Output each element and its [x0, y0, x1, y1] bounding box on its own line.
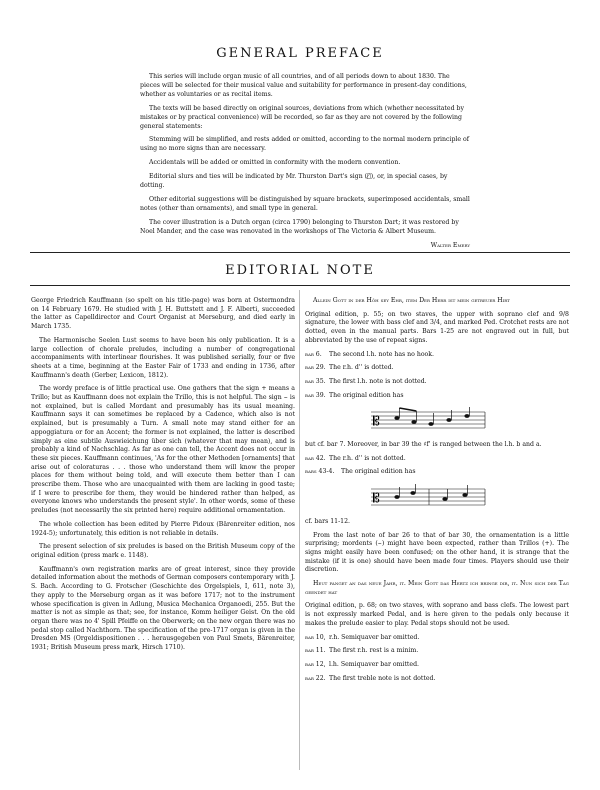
bar-note: [305, 455, 569, 464]
bar-label: bar 35.: [305, 377, 326, 385]
editorial-paragraph: The Harmonische Seelen Lust seems to have been his only publication. It is a large collection of chorale preludes, including a number of congregational accompaniments with interlinear flourishes. It was published serially, four or five sheets at a time, beginning at the Easter Fair of 1733 and ending in 1736, after Kauffmann's death (Gerber, Lexicon, 1812).: [31, 336, 295, 379]
general-preface-body: [140, 73, 470, 251]
editorial-right-column: [305, 297, 569, 688]
editorial-paragraph: George Friedrich Kauffmann (so spelt on his title-page) was born at Ostermondra on 14 February 1679. He studied with J. H. Buttstett and J. F. Alberti, succeeded the latter as Capelldirector and Court Organist at Merseburg, and died early in March 1735.: [31, 297, 295, 331]
preface-paragraph: Accidentals will be added or omitted in conformity with the modern convention.: [149, 159, 401, 167]
bar-note: [305, 392, 569, 401]
bar-label: bar 29.: [305, 364, 326, 372]
bar-text: l.h. Semiquaver bar omitted.: [328, 660, 420, 668]
bar-label: bar 39.: [305, 391, 326, 399]
bar-text: The original edition has: [340, 468, 416, 476]
svg-text:𝄡: 𝄡: [373, 491, 380, 506]
bar-39-comment: but cf. bar 7. Moreover, in bar 39 the ♯f' is ranged between the l.h. b and a.: [305, 441, 542, 449]
bar-label: bar 12,: [305, 660, 326, 668]
bar-note: [305, 647, 569, 656]
bar-note: [305, 634, 569, 643]
bars-43-4-comment: cf. bars 11-12.: [305, 517, 351, 525]
editorial-left-column: [31, 297, 295, 658]
bar-text: The original edition has: [328, 391, 404, 399]
preface-signature: Walter Emery: [430, 241, 470, 249]
bar-text: The r.h. d'' is dotted.: [328, 364, 394, 372]
preface-paragraph: Other editorial suggestions will be distinguished by square brackets, superimposed accidentals, small notes (other than ornaments), and small type in general.: [140, 195, 470, 212]
preface-paragraph: The cover illustration is a Dutch organ (circa 1790) belonging to Thurston Dart; it was restored by Noel Mander, and the case was renovated in the workshops of The Victoria & Albert Museum.: [140, 218, 459, 235]
section-divider: [30, 252, 570, 253]
editorial-paragraph: The wordy preface is of little practical use. One gathers that the sign + means a Trillo; but as Kauffmann does not explain the Trillo, this is not helpful. The sign ⌣ is not explained, but is called Mordant and presumably has its usual meaning. Kauffmann says it can sometimes be replaced by a Cadence, which also is not explained, but is presumably a Turn. A small note may stand either for an appoggiatura or for an Accent; the former is not explained, the latter is described simply as eine subtile Auswieichung über sich (whatever that may mean), and is probably a kind of Nachschlag. As far as one can tell, the Accent does not occur in these six pieces. Kauffmann continues, 'As for the other Methoden [ornaments] that arise out of coloraturas . . . those who understand them will know the proper places for them without being told, and will execute them better than I can prescribe them. Those who are unacquainted with them are lacking in good taste; if I were to prescribe for them, they would be hindered rather than helped, as everyone knows who understands the present style'. In other words, some of these preludes (not necessarily the six printed here) require additional ornamentation.: [31, 385, 295, 515]
bar-note: [305, 675, 569, 684]
preface-paragraph: The texts will be based directly on original sources, deviations from which (whether necessitated by mistakes or by practical convenience) will be recorded, so far as they are not covered by the following general statements:: [140, 104, 464, 130]
bar-note: [305, 468, 569, 477]
editorial-note-title: EDITORIAL NOTE: [225, 263, 375, 278]
bar-note: [305, 661, 569, 670]
bar-label: bar 22.: [305, 674, 326, 682]
preface-paragraph: Stemming will be simplified, and rests added or omitted, according to the normal modern principle of using no more signs than are necessary.: [140, 136, 470, 153]
chorale-intro: Original edition, p. 55; on two staves, the upper with soprano clef and 9/8 signature, the lower with bass clef and 3/4, and marked Ped. Crotchet rests are not dotted, even in the manual parts. Bars 1-25 are not engraved out in full, but abbreviated by the use of repeat signs.: [305, 310, 569, 344]
bar-label: bar 10,: [305, 633, 326, 641]
bar-label: bar 6.: [305, 350, 322, 358]
preface-paragraph: Editorial slurs and ties will be indicated by Mr. Thurston Dart's sign (⌒̸), or, in special cases, by dotting.: [140, 173, 448, 190]
preface-paragraph: This series will include organ music of all countries, and of all periods down to about 1830. The pieces will be selected for their musical value and suitability for performance in present-day conditions, whether as voluntaries or as recital items.: [140, 73, 467, 98]
chorale-intro: Original edition, p. 68; on two staves, with soprano and bass clefs. The lowest part is not expressly marked Pedal, and is here given to the pedals only because it makes the prelude easier to play. Pedal stops should not be used.: [305, 602, 569, 627]
bar-text: The first r.h. rest is a minim.: [328, 647, 419, 655]
chorale-heading: Heut fanget an das neue Jahr, it. Mein Gott das Hertz ich bringe dir, it. Nun sich der Tag geendet hat: [305, 580, 569, 596]
bar-text: The second l.h. note has no hook.: [328, 350, 434, 358]
editorial-paragraph: Kauffmann's own registration marks are of great interest, since they provide detailed information about the methods of German composers contemporary with J. S. Bach. According to G. Frotscher (Geschichte des Orgelspiels, I, 611, note 3), they apply to the Merseburg organ as it was before 1717; not to the instrument whose specification is given in Adlung, Musica Mechanica Organoedi, 255. But the matter is not as simple as that; see, for instance, Komm heiliger Geist. On the old organ there was no 4' Spill Pfeiffe on the Oberwerk; on the new organ there was no pedal stop called Nachthorn. The specification of the pre-1717 organ is given in the Dresden MS (Orgeldispositionen . . . herausgegeben von Paul Smets, Bärenreiter, 1931; British Museum press mark, Hirsch 1710).: [31, 565, 295, 652]
bar-note: [305, 378, 569, 387]
bar-text: The first l.h. note is not dotted.: [328, 377, 427, 385]
bar-label: bar 11.: [305, 647, 326, 655]
bar-text: r.h. Semiquaver bar omitted.: [328, 633, 420, 641]
bar-note: [305, 364, 569, 373]
editorial-paragraph: The whole collection has been edited by Pierre Pidoux (Bärenreiter edition, nos 1924-5); unfortunately, this edition is not reliable in details.: [31, 520, 295, 537]
section-divider: [30, 285, 570, 286]
bar-label: bar 42.: [305, 454, 326, 462]
bar-text: The r.h. d'' is not dotted.: [328, 454, 406, 462]
chorale-heading: Allein Gott in der Höh sey Ehr, item Der Herr ist mein getreuer Hirt: [313, 297, 510, 304]
editorial-paragraph: The present selection of six preludes is based on the British Museum copy of the original edition (press mark e. 1148).: [31, 543, 295, 559]
music-example-bar-39: [369, 407, 487, 433]
bar-note: [305, 351, 569, 360]
svg-text:𝄡: 𝄡: [373, 414, 380, 429]
bar-label: bars 43-4.: [305, 468, 335, 476]
music-example-bars-43-4: [369, 484, 487, 510]
column-divider: [299, 290, 300, 770]
ornament-paragraph: From the last note of bar 26 to that of bar 30, the ornamentation is a little surprising; mordents (⌣) might have been expected, rather than Trillos (+). The signs might easily have been confused; on the other hand, it is strange that the mistake (if it is one) should have been made four times. Players should use their discretion.: [305, 531, 569, 574]
general-preface-title: GENERAL PREFACE: [216, 46, 384, 61]
bar-text: The first treble note is not dotted.: [328, 674, 436, 682]
